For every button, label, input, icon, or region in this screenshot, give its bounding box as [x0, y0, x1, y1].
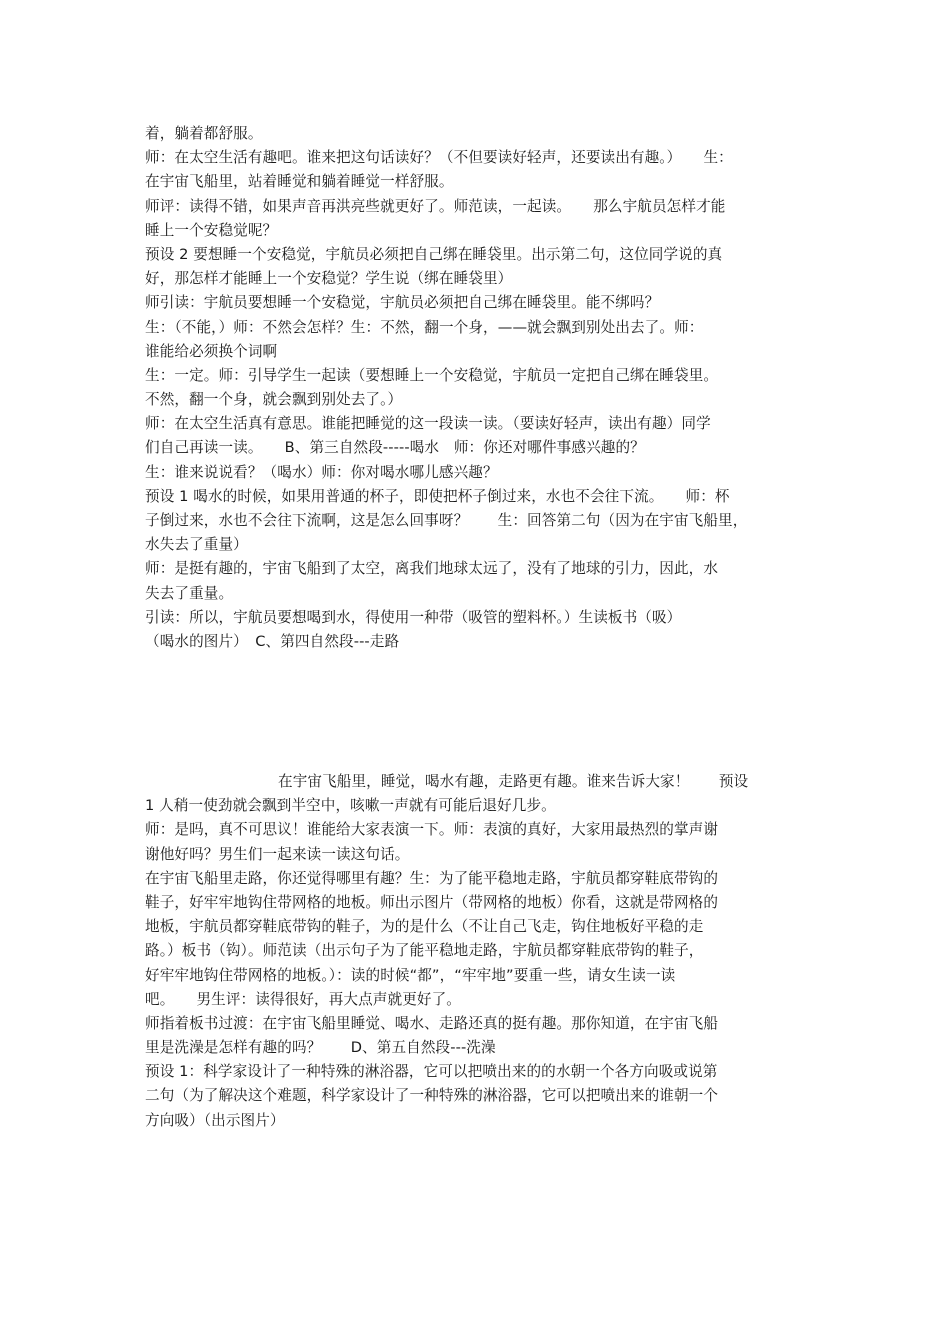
- text-block-2: [145, 770, 817, 1133]
- text-line: 引读：所以，宇航员要想喝到水，得使用一种带（吸管的塑料杯。）生读板书（吸）: [145, 608, 682, 626]
- text-line: 们自己再读一读。 B、第三自然段-----喝水 师：你还对哪件事感兴趣的？: [145, 439, 645, 457]
- text-line: 二句（为了解决这个难题，科学家设计了一种特殊的淋浴器，它可以把喷出来的谁朝一个: [145, 1087, 719, 1105]
- text-line: 在宇宙飞船里，站着睡觉和躺着睡觉一样舒服。: [145, 173, 454, 191]
- text-line: 方向吸）（出示图片）: [145, 1111, 285, 1129]
- text-line: 睡上一个安稳觉呢？: [145, 221, 278, 239]
- text-line: 地板，宇航员都穿鞋底带钩的鞋子，为的是什么（不让自己飞走，钩住地板好平稳的走: [145, 918, 704, 936]
- text-line: 路。）板书（钩）。师范读（出示句子为了能平稳地走路，宇航员都穿鞋底带钩的鞋子，: [145, 942, 704, 960]
- text-line: 谢他好吗？男生们一起来读一读这句话。: [145, 845, 410, 863]
- text-line: 谁能给必须换个词啊: [145, 342, 278, 360]
- text-line: 着，躺着都舒服。: [145, 125, 263, 142]
- text-line: 水失去了重量）: [145, 536, 248, 554]
- text-line: 师评：读得不错，如果声音再洪亮些就更好了。师范读，一起读。 那么宇航员怎样才能: [145, 197, 726, 215]
- text-line: 预设 2 要想睡一个安稳觉，宇航员必须把自己绑在睡袋里。出示第二句，这位同学说的真: [145, 245, 723, 263]
- text-line: 里是洗澡是怎样有趣的吗？ D、第五自然段---洗澡: [145, 1039, 496, 1057]
- text-line: 师指着板书过渡：在宇宙飞船里睡觉、喝水、走路还真的挺有趣。那你知道，在宇宙飞船: [145, 1014, 719, 1032]
- text-line: 师：在太空生活真有意思。谁能把睡觉的这一段读一读。（要读好轻声，读出有趣）同学: [145, 415, 711, 433]
- text-line: 吧。 男生评：读得很好，再大点声就更好了。: [145, 990, 461, 1008]
- text-line: 师引读：宇航员要想睡一个安稳觉，宇航员必须把自己绑在睡袋里。能不绑吗？: [145, 294, 660, 312]
- text-block-1: [145, 122, 817, 654]
- text-line: 鞋子，好牢牢地钩住带网格的地板。师出示图片（带网格的地板）你看，这就是带网格的: [145, 893, 719, 911]
- text-line: 生：谁来说说看？（喝水）师：你对喝水哪儿感兴趣？: [145, 463, 498, 481]
- text-line: 师：是挺有趣的，宇宙飞船到了太空，离我们地球太远了，没有了地球的引力，因此，水: [145, 560, 719, 578]
- text-line: 子倒过来，水也不会往下流啊，这是怎么回事呀？ 生：回答第二句（因为在宇宙飞船里，: [145, 512, 748, 529]
- text-line: 失去了重量。: [145, 584, 234, 602]
- text-line: 生：（不能，）师：不然会怎样？生：不然，翻一个身，——就会飘到别处出去了。师：: [145, 318, 704, 336]
- text-line: 师：在太空生活有趣吧。谁来把这句话读好？（不但要读好轻声，还要读出有趣。） 生：: [145, 149, 733, 167]
- text-line: 师：是吗，真不可思议！谁能给大家表演一下。师：表演的真好，大家用最热烈的掌声谢: [145, 821, 719, 839]
- text-line: 预设 1：科学家设计了一种特殊的淋浴器，它可以把喷出来的的水朝一个各方向吸或说第: [145, 1063, 718, 1081]
- text-line: （喝水的图片） C、第四自然段---走路: [145, 632, 400, 650]
- text-line-indented: 在宇宙飞船里，睡觉，喝水有趣，走路更有趣。谁来告诉大家！ 预设: [278, 773, 749, 790]
- text-line: 在宇宙飞船里走路，你还觉得哪里有趣？生：为了能平稳地走路，宇航员都穿鞋底带钩的: [145, 869, 719, 887]
- text-line: 不然，翻一个身，就会飘到别处去了。）: [145, 391, 403, 409]
- text-line: 好牢牢地钩住带网格的地板。）：读的时候“都”，“牢牢地”要重一些，请女生读一读: [145, 966, 676, 984]
- text-line: 好，那怎样才能睡上一个安稳觉？学生说（绑在睡袋里）: [145, 270, 513, 288]
- text-line: 生：一定。师：引导学生一起读（要想睡上一个安稳觉，宇航员一定把自己绑在睡袋里。: [145, 366, 719, 384]
- text-line: 预设 1 喝水的时候，如果用普通的杯子，即使把杯子倒过来，水也不会往下流。 师：杯: [145, 487, 730, 505]
- text-line: 1 人稍一使劲就会飘到半空中，咳嗽一声就有可能后退好几步。: [145, 797, 556, 815]
